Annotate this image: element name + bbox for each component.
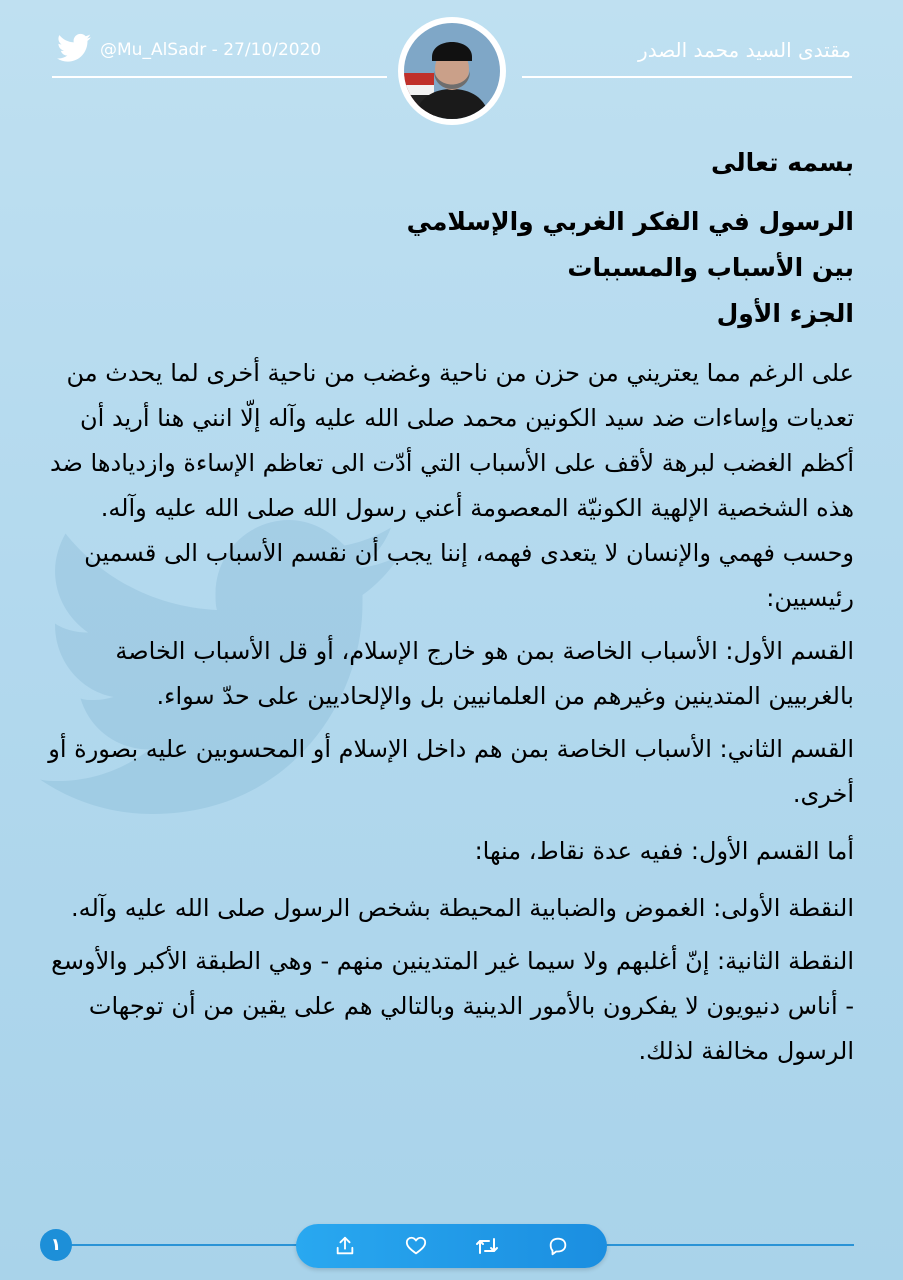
share-icon xyxy=(334,1235,356,1257)
like-icon xyxy=(405,1235,427,1257)
section-two-paragraph: القسم الثاني: الأسباب الخاصة بمن هم داخل الإسلام أو المحسوبين عليه بصورة أو أخرى. xyxy=(48,735,854,808)
basmala-heading: بسمه تعالى xyxy=(710,148,854,177)
retweet-button[interactable] xyxy=(474,1233,500,1259)
reply-icon xyxy=(547,1235,569,1257)
header-divider-left xyxy=(52,76,387,78)
point-one-paragraph: النقطة الأولى: الغموض والضبابية المحيطة بشخص الرسول صلى الله عليه وآله. xyxy=(71,894,854,922)
subtitle-line: بين الأسباب والمسببات xyxy=(567,253,854,282)
part-label: الجزء الأول xyxy=(716,299,854,328)
statement-body xyxy=(46,140,854,1074)
division-paragraph: وحسب فهمي والإنسان لا يتعدى فهمه، إننا يجب أن نقسم الأسباب الى قسمين رئيسيين: xyxy=(84,539,854,612)
tweet-header xyxy=(0,0,903,140)
title-line: الرسول في الفكر الغربي والإسلامي xyxy=(406,207,854,236)
avatar-photo xyxy=(404,23,500,119)
retweet-icon xyxy=(475,1235,499,1257)
page-number-badge: ١ xyxy=(40,1229,72,1261)
reply-button[interactable] xyxy=(545,1233,571,1259)
author-name[interactable]: مقتدى السيد محمد الصدر xyxy=(638,38,851,62)
section-one-paragraph: القسم الأول: الأسباب الخاصة بمن هو خارج الإسلام، أو قل الأسباب الخاصة بالغربيين المتدينين وغيرهم من العلمانيين بل والإلحاديين على حدّ سواء. xyxy=(115,637,854,710)
first-section-points-intro: أما القسم الأول: ففيه عدة نقاط، منها: xyxy=(474,837,854,865)
share-button[interactable] xyxy=(332,1233,358,1259)
twitter-bird-icon xyxy=(57,33,91,63)
tweet-action-bar xyxy=(296,1224,607,1268)
avatar[interactable] xyxy=(398,17,506,125)
header-divider-right xyxy=(522,76,852,78)
point-two-paragraph: النقطة الثانية: إنّ أغلبهم ولا سيما غير المتدينين منهم - وهي الطبقة الأكبر والأوسع - أناس دنيويون لا يفكرون بالأمور الدينية وبالتالي هم على يقين من أن توجهات الرسول مخالفة لذلك. xyxy=(51,947,854,1065)
intro-paragraph: على الرغم مما يعتريني من حزن من ناحية وغضب من ناحية أخرى لما يحدث من تعديات وإساءات ضد سيد الكونين محمد صلى الله عليه وآله إلّا انني هنا أريد أن أكظم الغضب لبرهة لأقف على الأسباب التي أدّت الى تعاظم الإساءة وازديادها ضد هذه الشخصية الإلهية الكونيّة المعصومة أعني رسول الله صلى الله عليه وآله. xyxy=(49,359,854,522)
like-button[interactable] xyxy=(403,1233,429,1259)
twitter-handle-date[interactable]: @Mu_AlSadr - 27/10/2020 xyxy=(100,40,322,60)
